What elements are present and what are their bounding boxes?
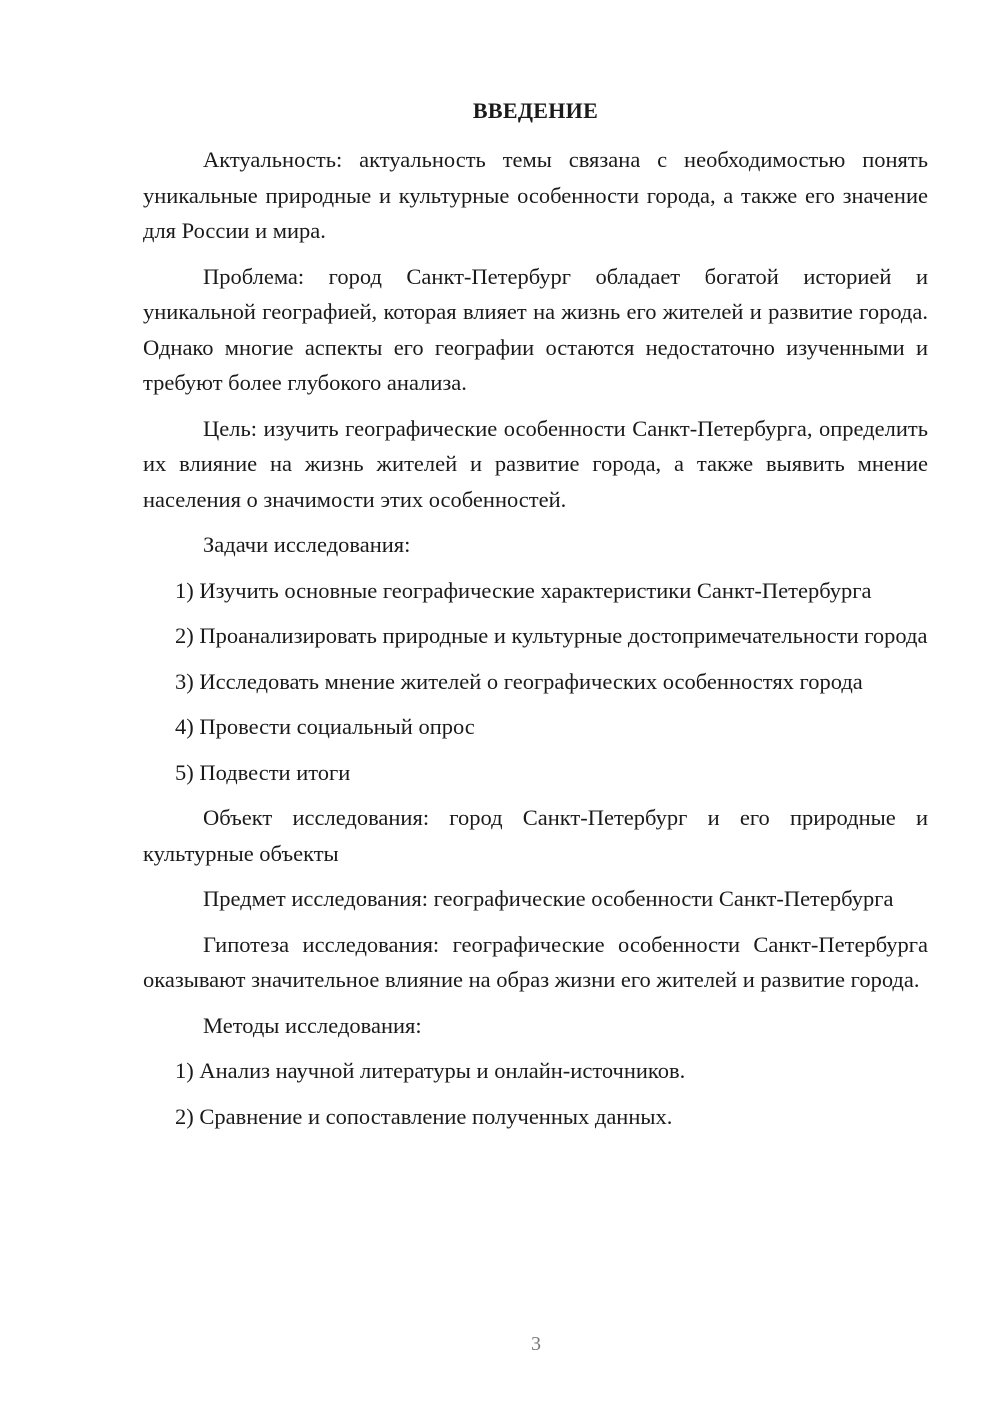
- paragraph-relevance: Актуальность: актуальность темы связана с необходимостью понять уникальные природные и культурные особенности города, а также его значение для России и мира.: [143, 147, 928, 243]
- paragraph-object: Объект исследования: город Санкт-Петербург и его природные и культурные объекты: [143, 805, 928, 866]
- task-item: 3) Исследовать мнение жителей о географических особенностях города: [175, 668, 863, 694]
- methods-heading: Методы исследования:: [203, 1012, 422, 1038]
- task-item: 1) Изучить основные географические характеристики Санкт-Петербурга: [175, 577, 872, 603]
- paragraph-problem: Проблема: город Санкт-Петербург обладает богатой историей и уникальной географией, которая влияет на жизнь его жителей и развитие города. Однако многие аспекты его географии остаются недостаточно изученными и требуют более глубокого анализа.: [143, 263, 928, 395]
- paragraph-subject: Предмет исследования: географические особенности Санкт-Петербурга: [203, 886, 894, 911]
- task-item: 4) Провести социальный опрос: [175, 714, 475, 739]
- page-number: 3: [531, 1333, 541, 1355]
- paragraph-goal: Цель: изучить географические особенности Санкт-Петербурга, определить их влияние на жизнь жителей и развитие города, а также выявить мнение населения о значимости этих особенностей.: [143, 415, 928, 512]
- task-item: 2) Проанализировать природные и культурные достопримечательности города: [175, 623, 928, 648]
- method-item: 1) Анализ научной литературы и онлайн-источников.: [175, 1058, 686, 1083]
- section-title: ВВЕДЕНИЕ: [472, 98, 599, 123]
- tasks-heading: Задачи исследования:: [203, 532, 411, 557]
- method-item: 2) Сравнение и сопоставление полученных данных.: [175, 1103, 673, 1129]
- document-body: [143, 142, 928, 1144]
- task-item: 5) Подвести итоги: [175, 759, 351, 785]
- paragraph-hypothesis: Гипотеза исследования: географические особенности Санкт-Петербурга оказывают значительное влияние на образ жизни его жителей и развитие города.: [143, 931, 928, 992]
